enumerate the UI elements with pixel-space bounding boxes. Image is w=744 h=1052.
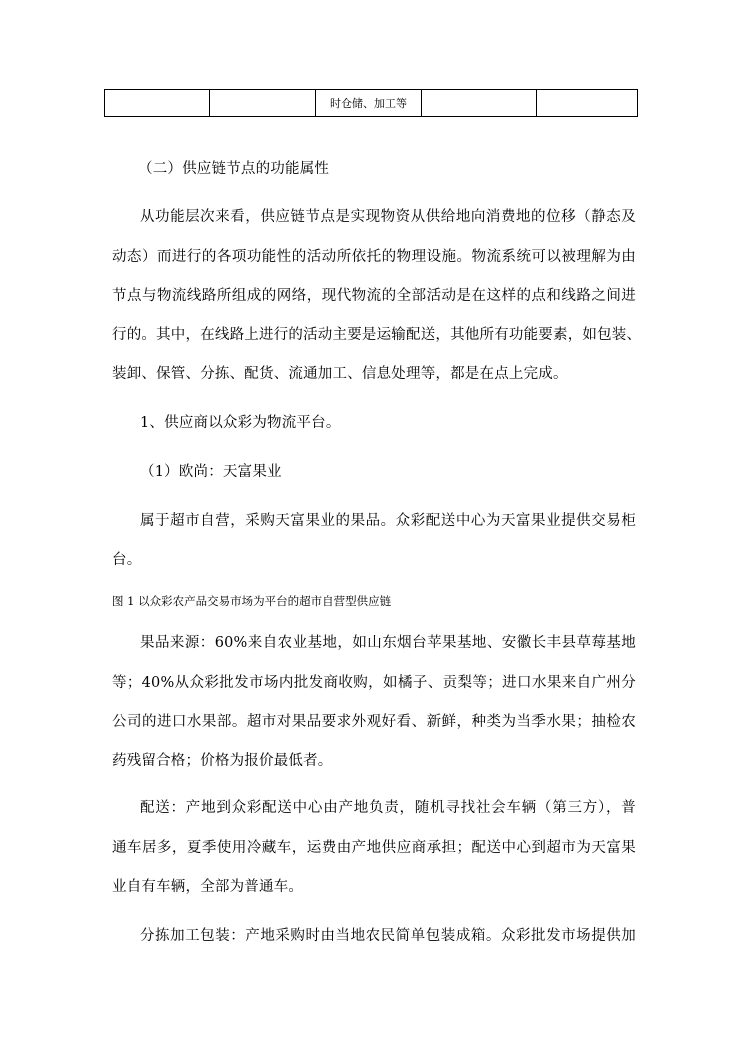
table-cell (105, 90, 210, 117)
paragraph-line: 果品来源：60%来自农业基地，如山东烟台苹果基地、安徽长丰县草莓基地 (140, 635, 636, 651)
paragraph-line: 装卸、保管、分拣、配货、流通加工、信息处理等，都是在点上完成。 (112, 366, 568, 382)
paragraph-line: 从功能层次来看，供应链节点是实现物资从供给地向消费地的位移（静态及 (140, 209, 636, 225)
paragraph-line: 动态）而进行的各项功能性的活动所依托的物理设施。物流系统可以被理解为由 (112, 249, 636, 265)
paragraph-line: 业自有车辆，全部为普通车。 (112, 879, 304, 895)
table-cell (422, 90, 537, 117)
paragraph-line: 节点与物流线路所组成的网络，现代物流的全部活动是在这样的点和线路之间进 (112, 288, 636, 304)
table-cell (210, 90, 316, 117)
paragraph-line: 通车居多，夏季使用冷藏车，运费由产地供应商承担；配送中心到超市为天富果 (112, 840, 636, 856)
section-heading: （二）供应链节点的功能属性 (138, 161, 330, 177)
paragraph-line: 分拣加工包装：产地采购时由当地农民简单包装成箱。众彩批发市场提供加 (140, 928, 636, 944)
paragraph-line: 配送：产地到众彩配送中心由产地负责，随机寻找社会车辆（第三方），普 (140, 800, 636, 816)
list-item-heading: 1、供应商以众彩为物流平台。 (140, 415, 341, 431)
paragraph-line: 行的。其中，在线路上进行的活动主要是运输配送，其他所有功能要素，如包装、 (112, 327, 642, 343)
paragraph-line: 台。 (112, 552, 142, 568)
table-cell (537, 90, 638, 117)
paragraph-line: 公司的进口水果部。超市对果品要求外观好看、新鲜，种类为当季水果；抽检农 (112, 714, 636, 730)
continued-table (104, 89, 638, 117)
table-cell: 时仓储、加工等 (316, 90, 422, 117)
sub-item-heading: （1）欧尚：天富果业 (140, 464, 282, 480)
figure-caption: 图 1 以众彩农产品交易市场为平台的超市自营型供应链 (112, 594, 392, 608)
table-row (105, 90, 638, 117)
paragraph-line: 属于超市自营，采购天富果业的果品。众彩配送中心为天富果业提供交易柜 (140, 513, 636, 529)
paragraph-line: 等；40%从众彩批发市场内批发商收购，如橘子、贡梨等；进口水果来自广州分 (112, 675, 636, 691)
paragraph-line: 药残留合格；价格为报价最低者。 (112, 753, 333, 769)
